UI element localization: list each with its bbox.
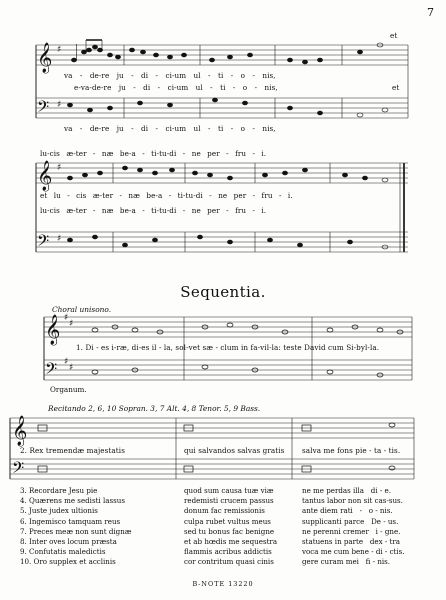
verse-line: ante diem rati - o - nis. — [302, 506, 393, 516]
recitando-bass-staff — [10, 459, 414, 479]
verse-line: 7. Preces meæ non sunt dignæ — [20, 526, 132, 536]
svg-text:♯: ♯ — [64, 313, 69, 323]
section-title: Sequentia. — [180, 283, 266, 301]
verse-line: et ab hœdis me sequestra — [184, 537, 278, 547]
system2-treble-staff — [36, 163, 408, 183]
verses-col3 — [302, 486, 405, 568]
verse-line: 10. Oro supplex et acclinis — [20, 557, 116, 567]
system1-treble-staff — [36, 45, 408, 65]
svg-text:♯: ♯ — [57, 163, 62, 173]
bass-clef-icon: 𝄢 — [37, 232, 50, 254]
verse-line: ne perenni cremer i - gne. — [302, 526, 401, 536]
treble-clef-icon: 𝄞 — [37, 161, 53, 191]
chant-lyrics: 1. Di - es i-ræ, di-es il - la, sol-vet sæ - clum in fa-vil-la: teste David cum Si-byl-la. — [76, 343, 380, 352]
verse-line: ne me perdas illa di - e. — [302, 486, 391, 495]
system2-top-lyrics: lu-cis æ-ter - næ be-a - ti-tu-di - ne per - fru - i. — [40, 149, 267, 158]
page-number: 7 — [427, 6, 434, 19]
system2-lower-lyrics: lu-cis æ-ter - næ be-a - ti-tu-di - ne per - fru - i. — [40, 206, 267, 215]
treble-clef-icon: 𝄞 — [12, 416, 28, 446]
svg-text:♯: ♯ — [57, 100, 62, 110]
verse-line: sed tu bonus fac benigne — [184, 526, 275, 536]
system2-upper-lyrics: et lu - cis æ-ter - næ be-a - ti-tu-di - ne per - fru - i. — [40, 191, 293, 200]
system1-mid-lyrics: e-va-de-re ju - di - ci-um ul - ti - o - nis, — [74, 83, 278, 92]
svg-text:♯: ♯ — [57, 45, 62, 55]
bass-clef-icon: 𝄢 — [37, 98, 50, 120]
verse-line: 8. Inter oves locum præsta — [20, 537, 117, 547]
recitando-direction: Recitando 2, 6, 10 Sopran. 3, 7 Alt. 4, 8 Tenor. 5, 9 Bass. — [48, 404, 261, 413]
svg-text:♯: ♯ — [64, 357, 69, 367]
verse-line: statuens in parte dex - tra — [302, 537, 400, 547]
verse-line: tantus labor non sit cas-sus. — [302, 496, 403, 506]
verses-col1 — [20, 486, 131, 568]
chant-bass-staff — [44, 360, 412, 380]
verse-line: flammis acribus addictis — [184, 547, 272, 557]
system1-lower-lyrics: va - de-re ju - di - ci-um ul - ti - o - nis, — [64, 124, 276, 133]
verse-line: culpa rubet vultus meus — [184, 516, 271, 526]
verse2-col3: salva me fons pie - ta - tis. — [302, 446, 401, 455]
svg-text:♯: ♯ — [69, 363, 74, 373]
verses-col2 — [184, 486, 277, 568]
system1-mid-et: et — [392, 83, 400, 92]
verse-line: 3. Recordare Jesu pie — [20, 486, 98, 495]
verse-line: 5. Juste judex ultionis — [20, 506, 98, 516]
bass-clef-icon: 𝄢 — [12, 459, 25, 481]
system1-bass-staff — [36, 98, 408, 118]
organum-label: Organum. — [50, 385, 87, 394]
bass-clef-icon: 𝄢 — [45, 360, 58, 382]
verse-line: 6. Ingemisco tamquam reus — [20, 516, 121, 526]
treble-clef-icon: 𝄞 — [37, 43, 53, 73]
verse-line: supplicanti parce De - us. — [302, 516, 399, 526]
verse-line: voca me cum bene - di - ctis. — [302, 547, 405, 557]
verse2-col1: 2. Rex tremendæ majestatis — [20, 446, 125, 455]
treble-clef-icon: 𝄞 — [45, 315, 61, 345]
verse-line: redemisti crucem passus — [184, 496, 274, 506]
system1-upper-lyrics: va - de-re ju - di - ci-um ul - ti - o - nis, — [64, 71, 276, 80]
et-label: et — [390, 31, 398, 40]
svg-text:♯: ♯ — [57, 234, 62, 244]
chant-direction: Choral unisono. — [52, 305, 112, 314]
verse-line: cor contritum quasi cinis — [184, 557, 274, 567]
verse-line: gere curam mei fi - nis. — [302, 557, 391, 567]
svg-text:♯: ♯ — [69, 319, 74, 329]
verse-line: quod sum causa tuæ viæ — [184, 486, 274, 495]
recitando-treble-staff — [10, 418, 414, 438]
verse-line: donum fac remissionis — [184, 506, 265, 516]
verse2-col2: qui salvandos salvas gratis — [184, 446, 285, 455]
footer-catalog-number: B-NOTE 13220 — [192, 580, 254, 588]
verse-line: 4. Quærens me sedisti lassus — [20, 496, 125, 506]
verse-line: 9. Confutatis maledictis — [20, 547, 106, 557]
